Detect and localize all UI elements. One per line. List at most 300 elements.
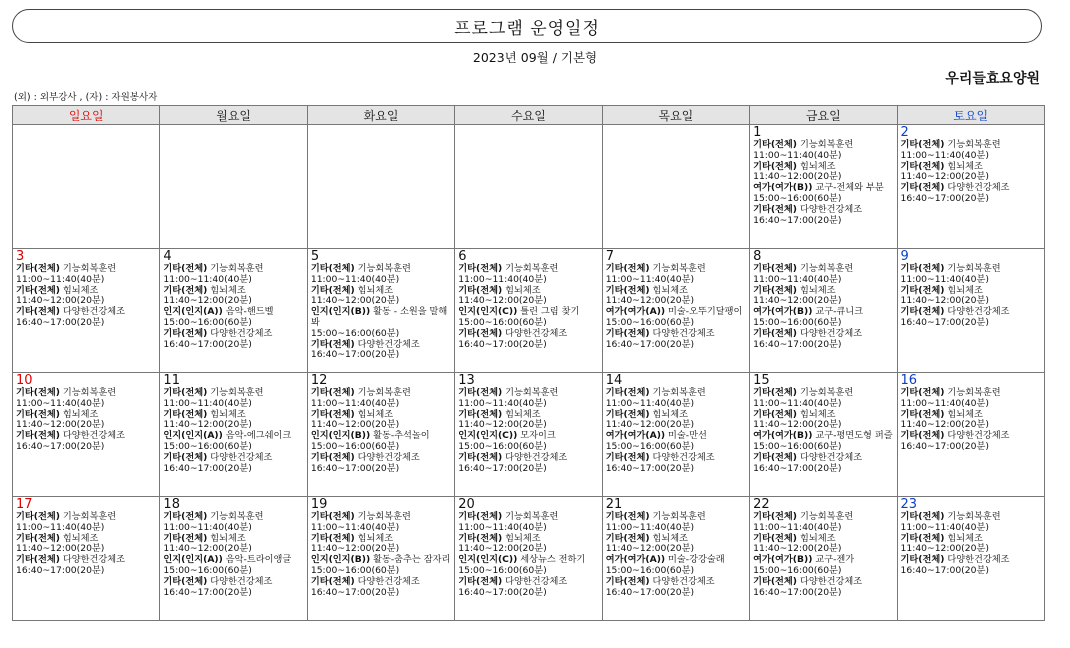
entry-time: 11:40~12:00(20분)	[458, 543, 547, 555]
schedule-entry	[16, 286, 156, 308]
entry-program-name: 기능회복훈련	[62, 263, 117, 274]
entry-time: 11:00~11:40(40분)	[753, 521, 842, 533]
schedule-entry	[311, 388, 451, 410]
schedule-entry	[163, 307, 303, 329]
schedule-entry	[163, 431, 303, 453]
entry-time: 15:00~16:00(60분)	[458, 440, 547, 452]
day-number: 6	[458, 249, 467, 264]
entry-time: 11:00~11:40(40분)	[16, 521, 105, 533]
entry-time: 11:00~11:40(40분)	[458, 521, 547, 533]
entry-time: 11:00~11:40(40분)	[458, 397, 547, 409]
entry-category: 기타(전체)	[753, 203, 798, 215]
entry-category: 여가(여가(B))	[753, 554, 813, 566]
entry-time: 11:00~11:40(40분)	[753, 149, 842, 161]
schedule-entry	[311, 286, 451, 308]
entry-time: 11:00~11:40(40분)	[458, 273, 547, 285]
page-title: 프로그램 운영일정	[454, 18, 600, 39]
entry-category: 기타(전체)	[16, 532, 60, 544]
calendar-body	[13, 125, 1045, 621]
entry-category: 기타(전체)	[753, 160, 798, 172]
calendar-week-row	[13, 497, 1045, 621]
entry-program-name: 힘뇌체조	[505, 408, 541, 420]
entry-program-name: 미술-만선	[668, 430, 707, 442]
schedule-entry	[16, 555, 156, 577]
entry-time: 11:40~12:00(20분)	[753, 543, 842, 555]
entry-category: 인지(인지(A))	[163, 430, 223, 442]
schedule-entry	[753, 140, 893, 162]
entry-program-name: 힘뇌체조	[947, 284, 983, 296]
schedule-entry	[753, 512, 893, 534]
entry-program-name: 힘뇌체조	[799, 160, 836, 172]
schedule-entry	[311, 264, 451, 286]
entry-program-name: 기능회복훈련	[799, 139, 854, 150]
entry-program-name: 기능회복훈련	[505, 263, 559, 274]
entry-time: 11:00~11:40(40분)	[163, 397, 252, 409]
schedule-entry	[16, 534, 156, 556]
schedule-entry	[753, 329, 893, 351]
entry-program-name: 교구-평면도형 퍼즐	[815, 430, 893, 442]
entry-category: 기타(전체)	[310, 408, 355, 420]
entry-time: 16:40~17:00(20분)	[16, 564, 105, 576]
entry-program-name: 다양한건강체조	[210, 327, 273, 339]
schedule-entry	[753, 286, 893, 308]
entry-program-name: 기능회복훈련	[947, 387, 1001, 398]
entry-time: 16:40~17:00(20분)	[458, 586, 547, 598]
entry-category: 기타(전체)	[753, 387, 798, 398]
entry-time: 11:00~11:40(40분)	[163, 521, 252, 533]
entry-time: 16:40~17:00(20분)	[753, 462, 842, 474]
schedule-entry	[901, 534, 1041, 556]
entry-category: 기타(전체)	[163, 532, 208, 544]
calendar-day-cell	[455, 373, 602, 497]
day-number: 10	[16, 373, 33, 388]
schedule-entry	[901, 140, 1041, 162]
calendar-day-cell	[455, 497, 602, 621]
entry-time: 11:40~12:00(20분)	[16, 295, 105, 307]
entry-time: 11:00~11:40(40분)	[310, 273, 400, 285]
entry-time: 16:40~17:00(20분)	[310, 586, 400, 598]
schedule-entry	[606, 577, 746, 599]
entry-program-name: 다양한건강체조	[357, 575, 420, 587]
entry-program-name: 다양한건강체조	[357, 451, 420, 463]
schedule-entry	[606, 264, 746, 286]
schedule-entry	[458, 329, 598, 351]
entry-program-name: 기능회복훈련	[357, 263, 411, 274]
entry-category: 기타(전체)	[163, 575, 208, 587]
entry-program-name: 기능회복훈련	[62, 387, 117, 398]
schedule-entry	[753, 388, 893, 410]
calendar-day-cell	[160, 497, 307, 621]
day-number: 15	[753, 373, 770, 388]
entry-program-name: 활동 - 소원을 말해봐	[310, 306, 448, 328]
calendar-day-cell	[13, 373, 160, 497]
entry-program-name: 기능회복훈련	[652, 511, 706, 522]
entry-program-name: 기능회복훈련	[799, 511, 854, 522]
calendar-day-cell	[602, 125, 749, 249]
entry-category: 인지(인지(B))	[310, 430, 371, 442]
entry-program-name: 기능회복훈련	[652, 387, 706, 398]
entry-category: 기타(전체)	[900, 284, 945, 296]
entry-time: 11:00~11:40(40분)	[900, 397, 989, 409]
entry-category: 기타(전체)	[605, 263, 650, 274]
entry-time: 16:40~17:00(20분)	[605, 338, 695, 350]
calendar-day-cell	[602, 373, 749, 497]
entry-program-name: 기능회복훈련	[652, 263, 706, 274]
entry-program-name: 다양한건강체조	[505, 327, 568, 339]
entry-program-name: 힘뇌체조	[62, 408, 99, 420]
entry-category: 기타(전체)	[16, 263, 60, 274]
entry-time: 15:00~16:00(60분)	[310, 440, 400, 452]
schedule-entry	[606, 534, 746, 556]
entry-program-name: 음악-핸드벨	[225, 306, 274, 318]
entry-category: 기타(전체)	[310, 532, 355, 544]
schedule-entry	[458, 555, 598, 577]
entry-program-name: 기능회복훈련	[947, 139, 1001, 150]
entry-category: 기타(전체)	[900, 554, 945, 566]
entry-time: 11:40~12:00(20분)	[310, 419, 400, 431]
weekday-header-fri: 금요일	[750, 106, 897, 125]
entry-time: 16:40~17:00(20분)	[605, 586, 695, 598]
entry-category: 기타(전체)	[310, 511, 355, 522]
entry-category: 기타(전체)	[458, 408, 503, 420]
schedule-entry	[311, 307, 451, 339]
entry-category: 기타(전체)	[310, 575, 355, 587]
calendar-day-cell	[897, 249, 1044, 373]
day-number: 16	[900, 373, 918, 388]
entry-time: 11:00~11:40(40분)	[900, 149, 989, 161]
entry-time: 11:40~12:00(20분)	[753, 419, 842, 431]
entry-program-name: 힘뇌체조	[505, 284, 541, 296]
calendar-day-cell	[750, 497, 897, 621]
schedule-entry	[606, 307, 746, 329]
entry-time: 11:40~12:00(20분)	[900, 171, 989, 183]
entry-time: 15:00~16:00(60분)	[458, 316, 547, 328]
page-title-box	[12, 9, 1042, 43]
entry-time: 11:40~12:00(20분)	[900, 295, 989, 307]
organization-name: 우리들효요양원	[945, 71, 1040, 87]
entry-time: 11:00~11:40(40분)	[753, 273, 842, 285]
entry-program-name: 힘뇌체조	[799, 408, 836, 420]
entry-time: 15:00~16:00(60분)	[605, 564, 695, 576]
entry-category: 기타(전체)	[753, 284, 798, 296]
entry-program-name: 다양한건강체조	[210, 451, 273, 463]
entry-time: 15:00~16:00(60분)	[163, 316, 252, 328]
entry-category: 인지(인지(B))	[310, 554, 371, 566]
entry-program-name: 힘뇌체조	[210, 408, 246, 420]
entry-category: 기타(전체)	[16, 554, 60, 566]
entry-time: 11:40~12:00(20분)	[900, 419, 989, 431]
entry-program-name: 다양한건강체조	[799, 575, 863, 587]
entry-category: 기타(전체)	[900, 306, 945, 318]
entry-program-name: 기능회복훈련	[357, 387, 411, 398]
entry-program-name: 힘뇌체조	[947, 160, 983, 172]
entry-program-name: 교구-젠가	[815, 554, 855, 566]
entry-time: 11:40~12:00(20분)	[458, 295, 547, 307]
entry-time: 11:40~12:00(20분)	[605, 419, 695, 431]
entry-time: 15:00~16:00(60분)	[310, 564, 400, 576]
schedule-entry	[16, 264, 156, 286]
entry-program-name: 힘뇌체조	[357, 532, 394, 544]
entry-category: 기타(전체)	[310, 284, 355, 296]
entry-category: 기타(전체)	[605, 451, 650, 463]
day-number: 18	[163, 497, 180, 512]
entry-program-name: 힘뇌체조	[357, 408, 394, 420]
schedule-entry	[901, 512, 1041, 534]
schedule-entry	[901, 183, 1041, 205]
entry-category: 기타(전체)	[163, 387, 208, 398]
schedule-entry	[458, 264, 598, 286]
calendar-day-cell	[307, 125, 454, 249]
entry-category: 여가(여가(A))	[605, 554, 666, 566]
entry-category: 기타(전체)	[753, 451, 798, 463]
entry-category: 기타(전체)	[163, 511, 208, 522]
entry-program-name: 틀린 그림 찾기	[520, 306, 580, 318]
schedule-entry	[163, 388, 303, 410]
entry-category: 기타(전체)	[458, 575, 503, 587]
schedule-entry	[753, 183, 893, 205]
calendar-day-cell	[750, 249, 897, 373]
schedule-entry	[606, 453, 746, 475]
entry-program-name: 다양한건강체조	[652, 327, 715, 339]
entry-time: 16:40~17:00(20분)	[163, 462, 252, 474]
calendar-day-cell	[455, 125, 602, 249]
schedule-entry	[458, 453, 598, 475]
entry-program-name: 기능회복훈련	[799, 387, 854, 398]
entry-program-name: 기능회복훈련	[505, 511, 559, 522]
entry-program-name: 다양한건강체조	[947, 430, 1010, 442]
day-number: 4	[163, 249, 172, 264]
entry-category: 기타(전체)	[900, 511, 945, 522]
entry-program-name: 힘뇌체조	[210, 284, 246, 296]
schedule-entry	[606, 388, 746, 410]
calendar-day-cell	[13, 497, 160, 621]
entry-time: 16:40~17:00(20분)	[753, 586, 842, 598]
entry-category: 기타(전체)	[16, 387, 60, 398]
entry-program-name: 기능회복훈련	[947, 263, 1001, 274]
entry-time: 11:40~12:00(20분)	[753, 171, 842, 183]
day-number: 19	[310, 497, 328, 512]
schedule-entry	[311, 340, 451, 362]
entry-program-name: 다양한건강체조	[947, 182, 1010, 194]
entry-category: 기타(전체)	[458, 327, 503, 339]
entry-category: 기타(전체)	[900, 182, 945, 194]
schedule-entry	[163, 264, 303, 286]
calendar-week-row	[13, 125, 1045, 249]
schedule-entry	[901, 555, 1041, 577]
entry-time: 15:00~16:00(60분)	[753, 440, 842, 452]
entry-time: 16:40~17:00(20분)	[16, 440, 105, 452]
schedule-entry	[311, 534, 451, 556]
entry-category: 인지(인지(C))	[458, 430, 518, 442]
entry-category: 기타(전체)	[163, 451, 208, 463]
entry-category: 기타(전체)	[163, 263, 208, 274]
entry-category: 기타(전체)	[16, 430, 60, 442]
day-number: 12	[310, 373, 328, 388]
entry-program-name: 음악-에그쉐이크	[225, 430, 292, 442]
entry-time: 11:40~12:00(20분)	[605, 543, 695, 555]
schedule-entry	[606, 431, 746, 453]
day-number: 5	[310, 249, 320, 264]
entry-category: 기타(전체)	[16, 306, 60, 318]
entry-category: 기타(전체)	[458, 451, 503, 463]
entry-time: 11:40~12:00(20분)	[163, 419, 252, 431]
entry-program-name: 기능회복훈련	[505, 387, 559, 398]
schedule-entry	[163, 286, 303, 308]
schedule-entry	[163, 410, 303, 432]
entry-category: 기타(전체)	[458, 511, 503, 522]
entry-category: 기타(전체)	[458, 263, 503, 274]
entry-category: 인지(인지(A))	[163, 554, 223, 566]
calendar-day-cell	[307, 497, 454, 621]
entry-program-name: 힘뇌체조	[947, 532, 983, 544]
entry-program-name: 다양한건강체조	[62, 554, 125, 566]
entry-program-name: 기능회복훈련	[357, 511, 411, 522]
entry-program-name: 힘뇌체조	[799, 284, 836, 296]
entry-program-name: 다양한건강체조	[947, 306, 1010, 318]
schedule-entry	[753, 577, 893, 599]
entry-program-name: 다양한건강체조	[210, 575, 273, 587]
entry-time: 15:00~16:00(60분)	[163, 564, 252, 576]
schedule-entry	[753, 307, 893, 329]
entry-program-name: 다양한건강체조	[652, 575, 715, 587]
entry-category: 인지(인지(B))	[310, 306, 371, 318]
entry-category: 인지(인지(C))	[458, 306, 518, 318]
entry-category: 여가(여가(B))	[753, 430, 813, 442]
calendar-day-cell	[602, 497, 749, 621]
schedule-entry	[163, 577, 303, 599]
schedule-entry	[901, 162, 1041, 184]
entry-time: 11:40~12:00(20분)	[753, 295, 842, 307]
entry-time: 15:00~16:00(60분)	[310, 327, 400, 339]
entry-program-name: 힘뇌체조	[652, 532, 689, 544]
day-number: 23	[900, 497, 918, 512]
entry-program-name: 힘뇌체조	[652, 408, 689, 420]
schedule-entry	[458, 307, 598, 329]
entry-time: 11:40~12:00(20분)	[16, 543, 105, 555]
entry-category: 기타(전체)	[900, 139, 945, 150]
entry-time: 11:00~11:40(40분)	[163, 273, 252, 285]
entry-time: 16:40~17:00(20분)	[163, 586, 252, 598]
schedule-entry	[311, 410, 451, 432]
schedule-entry	[606, 555, 746, 577]
entry-program-name: 미술-오뚜기달팽이	[668, 306, 743, 318]
entry-program-name: 모자이크	[520, 430, 556, 442]
entry-program-name: 다양한건강체조	[357, 338, 420, 350]
schedule-entry	[901, 264, 1041, 286]
entry-time: 11:00~11:40(40분)	[16, 273, 105, 285]
schedule-entry	[311, 577, 451, 599]
entry-time: 11:40~12:00(20분)	[605, 295, 695, 307]
entry-program-name: 힘뇌체조	[210, 532, 246, 544]
entry-time: 16:40~17:00(20분)	[900, 564, 989, 576]
calendar-day-cell	[160, 125, 307, 249]
entry-time: 11:00~11:40(40분)	[753, 397, 842, 409]
weekday-header-thu: 목요일	[602, 106, 749, 125]
entry-time: 11:00~11:40(40분)	[310, 521, 400, 533]
entry-category: 기타(전체)	[753, 511, 798, 522]
entry-program-name: 기능회복훈련	[210, 511, 264, 522]
entry-time: 15:00~16:00(60분)	[458, 564, 547, 576]
entry-program-name: 힘뇌체조	[505, 532, 541, 544]
entry-category: 기타(전체)	[605, 511, 650, 522]
schedule-entry	[901, 388, 1041, 410]
calendar-day-cell	[13, 125, 160, 249]
entry-time: 16:40~17:00(20분)	[605, 462, 695, 474]
entry-category: 기타(전체)	[16, 284, 60, 296]
schedule-entry	[458, 512, 598, 534]
schedule-entry	[606, 286, 746, 308]
schedule-entry	[458, 388, 598, 410]
entry-category: 기타(전체)	[753, 327, 798, 339]
day-number: 22	[753, 497, 770, 512]
schedule-entry	[163, 329, 303, 351]
entry-program-name: 다양한건강체조	[799, 451, 863, 463]
entry-program-name: 힘뇌체조	[652, 284, 689, 296]
day-number: 1	[753, 125, 762, 140]
schedule-entry	[753, 431, 893, 453]
schedule-entry	[458, 577, 598, 599]
entry-program-name: 다양한건강체조	[505, 451, 568, 463]
schedule-entry	[753, 534, 893, 556]
entry-category: 기타(전체)	[900, 387, 945, 398]
entry-category: 기타(전체)	[605, 284, 650, 296]
entry-program-name: 다양한건강체조	[799, 327, 863, 339]
entry-category: 기타(전체)	[900, 532, 945, 544]
schedule-entry	[753, 205, 893, 227]
entry-program-name: 다양한건강체조	[62, 306, 125, 318]
entry-category: 기타(전체)	[605, 408, 650, 420]
entry-time: 16:40~17:00(20분)	[753, 214, 842, 226]
day-number: 2	[900, 125, 909, 140]
entry-program-name: 기능회복훈련	[947, 511, 1001, 522]
entry-category: 여가(여가(B))	[753, 182, 813, 194]
entry-time: 11:40~12:00(20분)	[310, 543, 400, 555]
entry-time: 16:40~17:00(20분)	[310, 462, 400, 474]
entry-program-name: 힘뇌체조	[357, 284, 394, 296]
entry-program-name: 활동-춤추는 잠자리	[373, 554, 451, 566]
entry-category: 여가(여가(B))	[753, 306, 813, 318]
entry-program-name: 교구-전체와 부분	[815, 182, 884, 194]
schedule-entry	[458, 431, 598, 453]
day-number: 21	[605, 497, 623, 512]
calendar-day-cell	[307, 249, 454, 373]
entry-category: 기타(전체)	[458, 284, 503, 296]
weekday-header-mon: 월요일	[160, 106, 307, 125]
entry-program-name: 힘뇌체조	[947, 408, 983, 420]
calendar-day-cell	[897, 497, 1044, 621]
day-number: 20	[458, 497, 475, 512]
entry-category: 기타(전체)	[753, 575, 798, 587]
entry-time: 11:40~12:00(20분)	[458, 419, 547, 431]
entry-program-name: 세상뉴스 전하기	[520, 554, 586, 566]
schedule-entry	[311, 453, 451, 475]
entry-time: 11:00~11:40(40분)	[900, 521, 989, 533]
page-subtitle: 2023년 09월 / 기본형	[472, 50, 598, 65]
entry-time: 16:40~17:00(20분)	[753, 338, 842, 350]
entry-time: 16:40~17:00(20분)	[16, 316, 105, 328]
entry-program-name: 기능회복훈련	[799, 263, 854, 274]
calendar-week-row	[13, 249, 1045, 373]
calendar-day-cell	[750, 373, 897, 497]
schedule-entry	[311, 555, 451, 577]
entry-category: 기타(전체)	[900, 263, 945, 274]
schedule-entry	[901, 431, 1041, 453]
entry-time: 15:00~16:00(60분)	[163, 440, 252, 452]
entry-time: 11:40~12:00(20분)	[16, 419, 105, 431]
entry-program-name: 기능회복훈련	[62, 511, 117, 522]
schedule-entry	[458, 534, 598, 556]
entry-category: 기타(전체)	[163, 327, 208, 339]
